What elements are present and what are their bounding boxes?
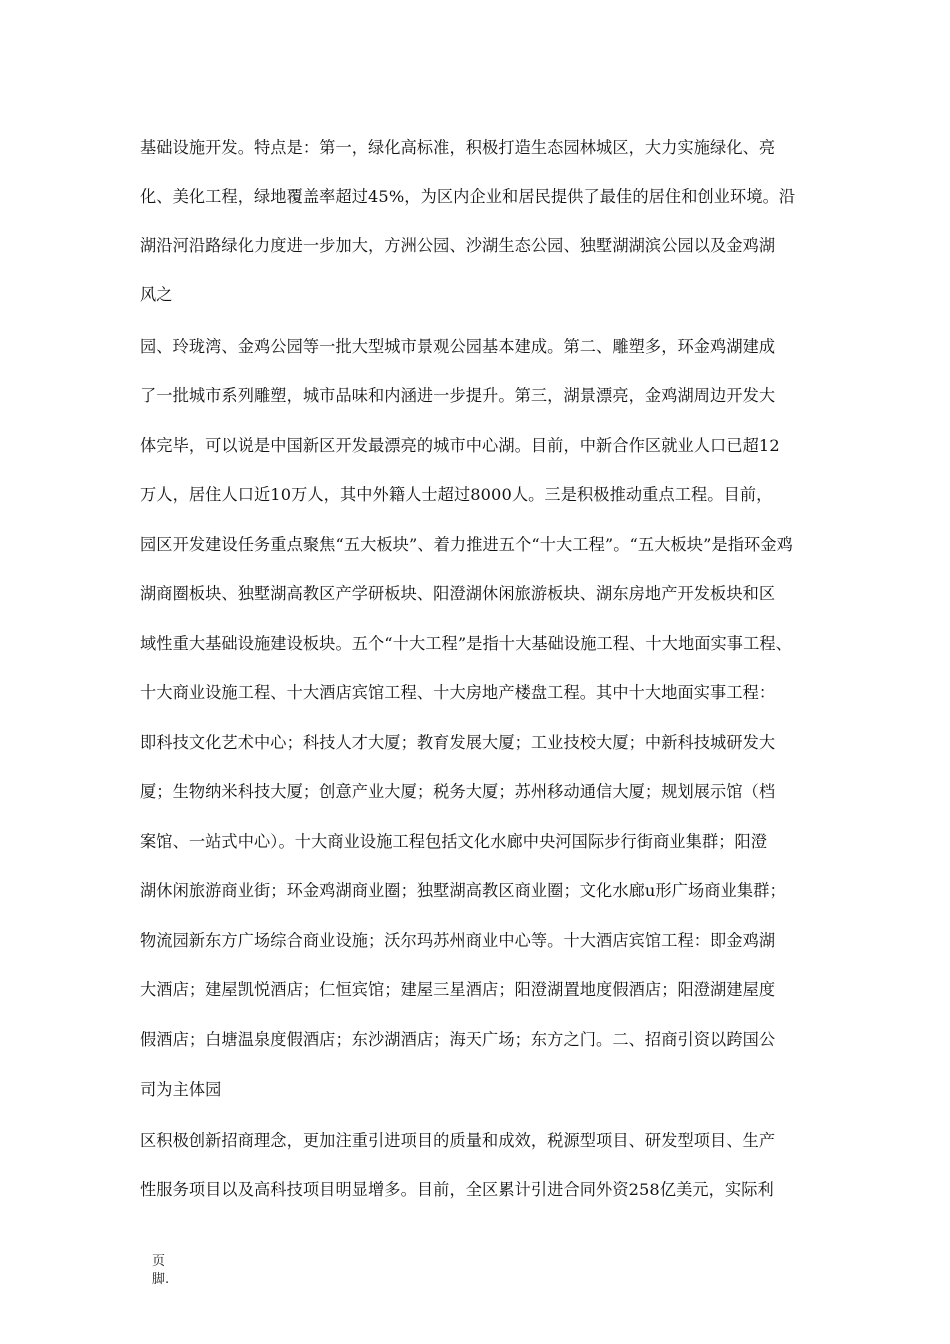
text-line: 湖商圈板块、独墅湖高教区产学研板块、阳澄湖休闲旅游板块、湖东房地产开发板块和区	[140, 584, 776, 603]
text-line: 厦；生物纳米科技大厦；创意产业大厦；税务大厦；苏州移动通信大厦；规划展示馆（档	[140, 782, 776, 801]
text-line: 案馆、一站式中心）。十大商业设施工程包括文化水廊中央河国际步行街商业集群；阳澄	[140, 832, 768, 851]
text-line: 万人，居住人口近10万人，其中外籍人士超过8000人。三是积极推动重点工程。目前，	[140, 485, 773, 504]
text-line: 园区开发建设任务重点聚焦“五大板块”、着力推进五个“十大工程”。“五大板块”是指环金鸡	[140, 535, 793, 554]
text-line: 域性重大基础设施建设板块。五个“十大工程”是指十大基础设施工程、十大地面实事工程、	[140, 634, 792, 653]
text-line: 湖休闲旅游商业街；环金鸡湖商业圈；独墅湖高教区商业圈；文化水廊u形广场商业集群；	[140, 881, 786, 900]
text-line: 区积极创新招商理念，更加注重引进项目的质量和成效，税源型项目、研发型项目、生产	[140, 1131, 776, 1150]
text-line: 湖沿河沿路绿化力度进一步加大，方洲公园、沙湖生态公园、独墅湖湖滨公园以及金鸡湖	[140, 236, 776, 255]
text-line: 即科技文化艺术中心；科技人才大厦；教育发展大厦；工业技校大厦；中新科技城研发大	[140, 733, 776, 752]
text-line: 风之	[140, 285, 173, 304]
text-line: 性服务项目以及高科技项目明显增多。目前，全区累计引进合同外资258亿美元，实际利	[140, 1180, 774, 1199]
footer-line: 页	[152, 1254, 166, 1269]
text-line: 基础设施开发。特点是：第一，绿化高标准，积极打造生态园林城区，大力实施绿化、亮	[140, 138, 776, 157]
text-line: 司为主体园	[140, 1080, 222, 1099]
text-line: 体完毕，可以说是中国新区开发最漂亮的城市中心湖。目前，中新合作区就业人口已超12	[140, 436, 780, 455]
page-footer	[152, 1253, 169, 1289]
text-line: 假酒店；白塘温泉度假酒店；东沙湖酒店；海天广场；东方之门。二、招商引资以跨国公	[140, 1030, 776, 1049]
text-line: 大酒店；建屋凯悦酒店；仁恒宾馆；建屋三星酒店；阳澄湖置地度假酒店；阳澄湖建屋度	[140, 980, 776, 999]
text-line: 物流园新东方广场综合商业设施；沃尔玛苏州商业中心等。十大酒店宾馆工程：即金鸡湖	[140, 931, 776, 950]
text-line: 园、玲珑湾、金鸡公园等一批大型城市景观公园基本建成。第二、雕塑多，环金鸡湖建成	[140, 337, 776, 356]
text-line: 十大商业设施工程、十大酒店宾馆工程、十大房地产楼盘工程。其中十大地面实事工程：	[140, 683, 776, 702]
text-line: 了一批城市系列雕塑，城市品味和内涵进一步提升。第三，湖景漂亮，金鸡湖周边开发大	[140, 386, 776, 405]
footer-line: 脚.	[152, 1272, 170, 1287]
text-line: 化、美化工程，绿地覆盖率超过45%，为区内企业和居民提供了最佳的居住和创业环境。沿	[140, 187, 796, 206]
